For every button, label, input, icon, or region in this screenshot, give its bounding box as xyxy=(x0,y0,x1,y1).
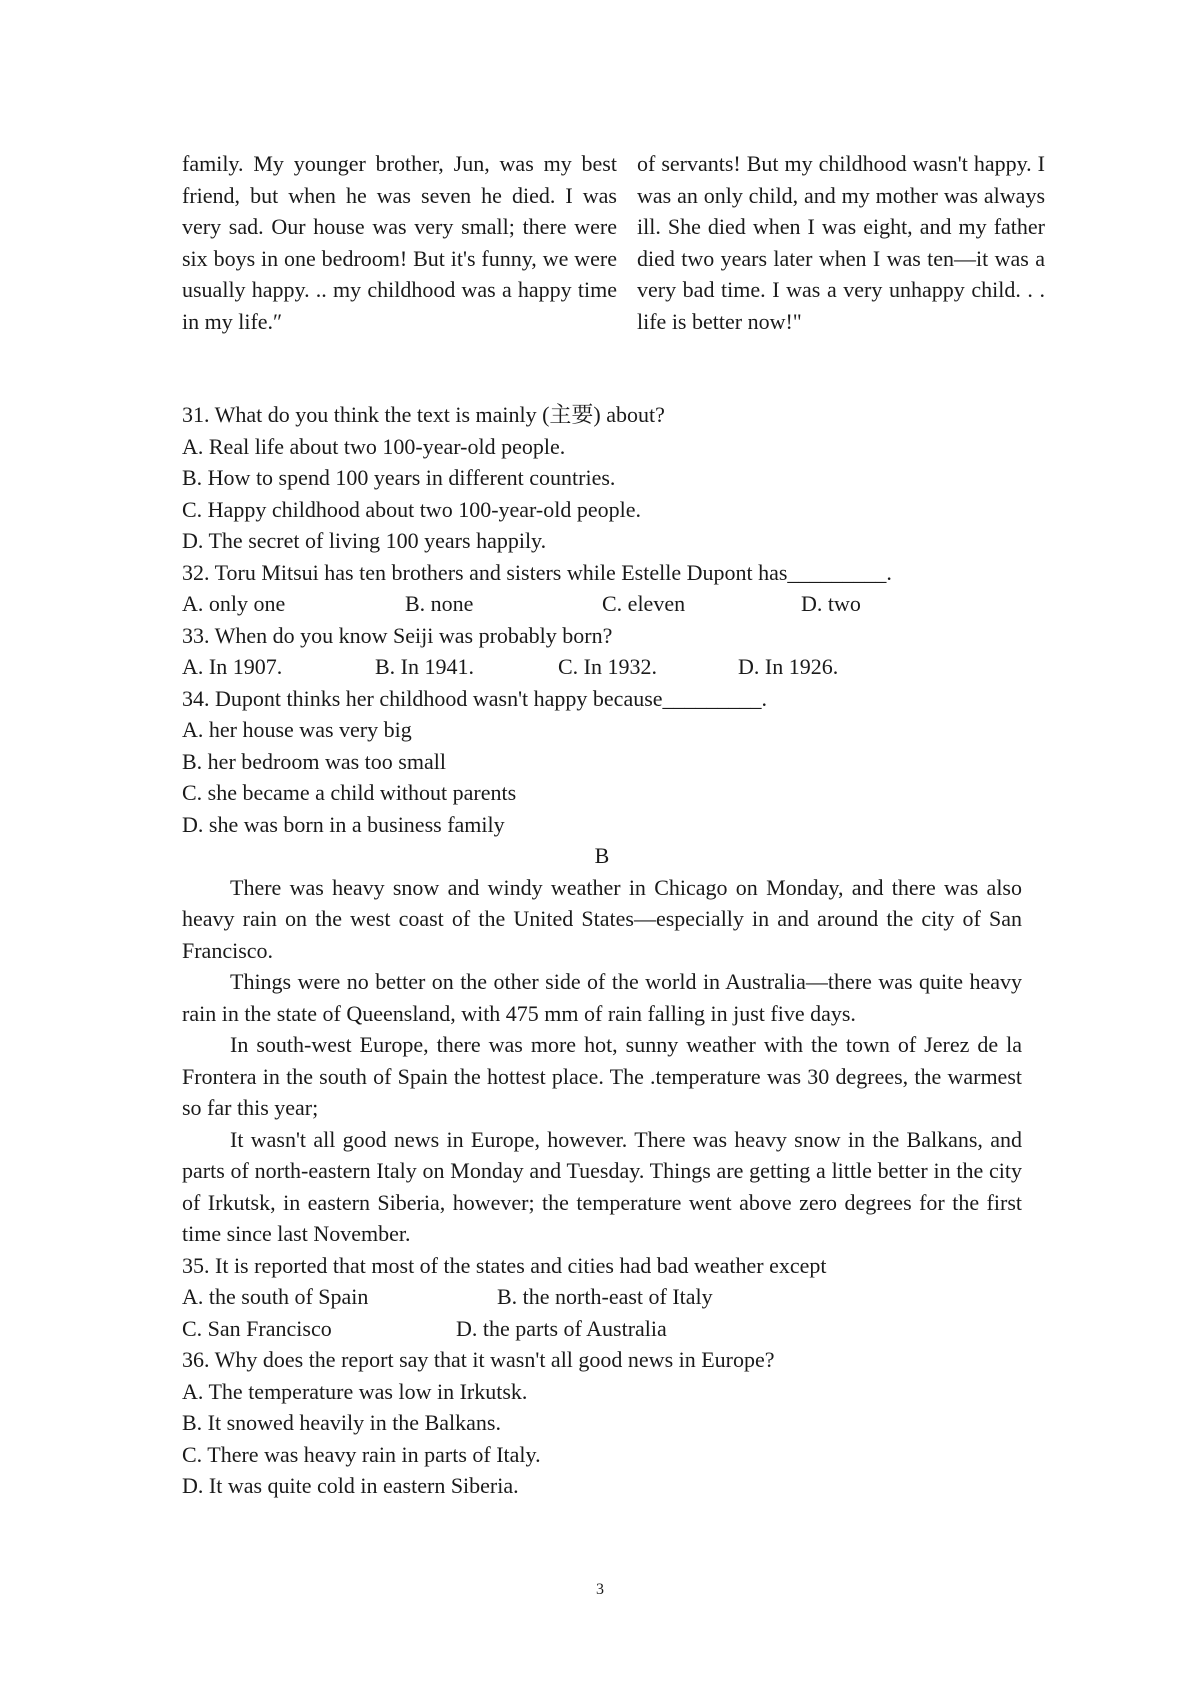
left-column xyxy=(182,148,617,337)
question-36-option-c: C. There was heavy rain in parts of Italy. xyxy=(182,1441,541,1467)
question-33-options xyxy=(182,651,1022,683)
passage-b-paragraph-2: Things were no better on the other side of the world in Australia—there was quite heavy rain in the state of Queensland, with 475 mm of rain falling in just five days. xyxy=(182,969,1022,1026)
question-31-option-b: B. How to spend 100 years in different countries. xyxy=(182,465,616,490)
question-35-option-a: A. the south of Spain xyxy=(182,1284,369,1309)
question-34-stem: 34. Dupont thinks her childhood wasn't happy because_________. xyxy=(182,685,768,711)
question-31-option-c: C. Happy childhood about two 100-year-old people. xyxy=(182,496,642,522)
question-32-option-d: D. two xyxy=(801,591,861,616)
passage-b-paragraph-1: There was heavy snow and windy weather in Chicago on Monday, and there was also heavy rain on the west coast of the United States—especially in and around the city of San Francisco. xyxy=(182,874,1022,963)
question-33-option-b: B. In 1941. xyxy=(375,654,474,679)
question-36-option-d: D. It was quite cold in eastern Siberia. xyxy=(182,1473,519,1498)
question-35-option-d: D. the parts of Australia xyxy=(456,1315,667,1341)
question-35-options-row-2 xyxy=(182,1313,1022,1345)
passage-b-paragraph-3: In south-west Europe, there was more hot, sunny weather with the town of Jerez de la Frontera in the south of Spain the hottest place. The .temperature was 30 degrees, the warmest so far this year; xyxy=(182,1032,1022,1120)
question-32-stem: 32. Toru Mitsui has ten brothers and sisters while Estelle Dupont has_________. xyxy=(182,559,892,585)
question-31-stem: 31. What do you think the text is mainly (主要) about? xyxy=(182,402,665,427)
question-32-option-a: A. only one xyxy=(182,591,286,616)
page-number: 3 xyxy=(596,1581,604,1598)
question-31-option-d: D. The secret of living 100 years happily. xyxy=(182,528,547,553)
question-32-option-c: C. eleven xyxy=(602,591,686,616)
right-column-text: of servants! But my childhood wasn't happy. I was an only child, and my mother was always ill. She died when I was eight, and my father died two years later when I was ten—it was a very bad time. I was a very unhappy child. . . life is better now!" xyxy=(637,151,1045,334)
question-32-options xyxy=(182,588,1022,620)
question-35-option-b: B. the north-east of Italy xyxy=(497,1284,713,1309)
question-33-option-a: A. In 1907. xyxy=(182,654,283,679)
question-35-option-c: C. San Francisco xyxy=(182,1315,332,1341)
question-36-option-a: A. The temperature was low in Irkutsk. xyxy=(182,1378,528,1404)
question-34-option-b: B. her bedroom was too small xyxy=(182,748,446,774)
right-column xyxy=(637,148,1045,337)
section-b-heading: B xyxy=(594,843,610,868)
passage-b-paragraph-4: It wasn't all good news in Europe, however. There was heavy snow in the Balkans, and parts of north-eastern Italy on Monday and Tuesday. Things are getting a little better in the city of Irkutsk, in eastern Siberia, however; the temperature went above zero degrees for the first time since last November. xyxy=(182,1126,1022,1246)
questions-and-passage-b xyxy=(182,399,1022,1502)
question-34-option-c: C. she became a child without parents xyxy=(182,780,517,805)
question-31-option-a: A. Real life about two 100-year-old people. xyxy=(182,433,566,459)
question-36-option-b: B. It snowed heavily in the Balkans. xyxy=(182,1410,501,1435)
question-32-option-b: B. none xyxy=(405,591,474,616)
question-34-option-d: D. she was born in a business family xyxy=(182,811,505,837)
question-33-option-d: D. In 1926. xyxy=(738,654,839,679)
question-33-stem: 33. When do you know Seiji was probably born? xyxy=(182,622,613,648)
question-33-option-c: C. In 1932. xyxy=(558,654,657,679)
question-35-options-row-1 xyxy=(182,1281,1022,1313)
question-36-stem: 36. Why does the report say that it wasn't all good news in Europe? xyxy=(182,1347,775,1372)
left-column-text: family. My younger brother, Jun, was my best friend, but when he was seven he died. I was very sad. Our house was very small; there were six boys in one bedroom! But it's funny, we were usually happy. .. my childhood was a happy time in my life.″ xyxy=(182,151,617,334)
question-35-stem: 35. It is reported that most of the states and cities had bad weather except xyxy=(182,1252,827,1278)
question-34-option-a: A. her house was very big xyxy=(182,717,412,742)
